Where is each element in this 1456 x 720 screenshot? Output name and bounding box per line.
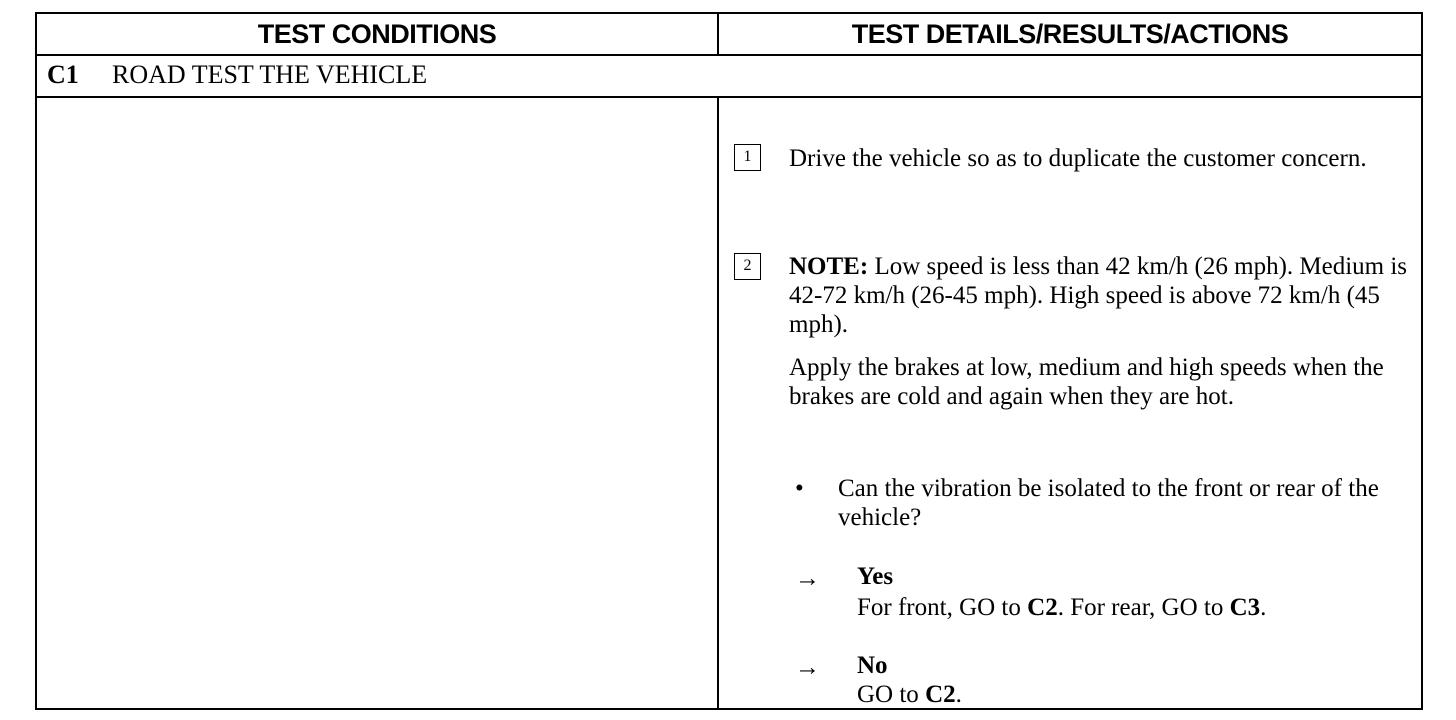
yes-action [857,593,1417,622]
no-action-part2: . [955,681,962,708]
step-2-instruction: Apply the brakes at low, medium and high speeds when the brakes are cold and again when they are hot. [789,354,1384,410]
header-test-details: TEST DETAILS/RESULTS/ACTIONS [851,19,1289,49]
yes-arrow-icon: → [795,565,820,592]
bullet-icon: • [795,475,804,502]
step-2-note [789,252,1409,339]
step-1-text: Drive the vehicle so as to duplicate the customer concern. [789,145,1367,172]
test-procedure-table [35,12,1423,710]
section-id: C1 [47,60,79,89]
no-action-part1: GO to [857,681,926,708]
no-action [857,680,1257,709]
no-ref-c2: C2 [925,681,956,708]
header-test-conditions: TEST CONDITIONS [37,14,719,54]
step-2-number: 2 [734,253,761,280]
yes-action-part1: For front, GO to [857,594,1028,621]
step-1-number: 1 [734,144,761,171]
yes-action-part2: . For rear, GO to [1057,594,1230,621]
step-2-question: Can the vibration be isolated to the front or rear of the vehicle? [838,475,1379,531]
section-row [37,56,1421,98]
yes-action-part3: . [1260,594,1267,621]
no-arrow-icon: → [795,654,820,681]
table-header-row [37,14,1421,56]
note-label: NOTE: [789,253,869,280]
no-label: No [857,652,888,679]
yes-ref-c3: C3 [1229,594,1261,621]
note-text: Low speed is less than 42 km/h (26 mph). Medium is 42-72 km/h (26-45 mph). High speed is above 72 km/h (45 mph). [789,253,1408,338]
yes-ref-c2: C2 [1027,594,1058,621]
yes-label: Yes [857,563,894,590]
section-title: ROAD TEST THE VEHICLE [112,60,428,89]
column-divider [717,98,719,710]
